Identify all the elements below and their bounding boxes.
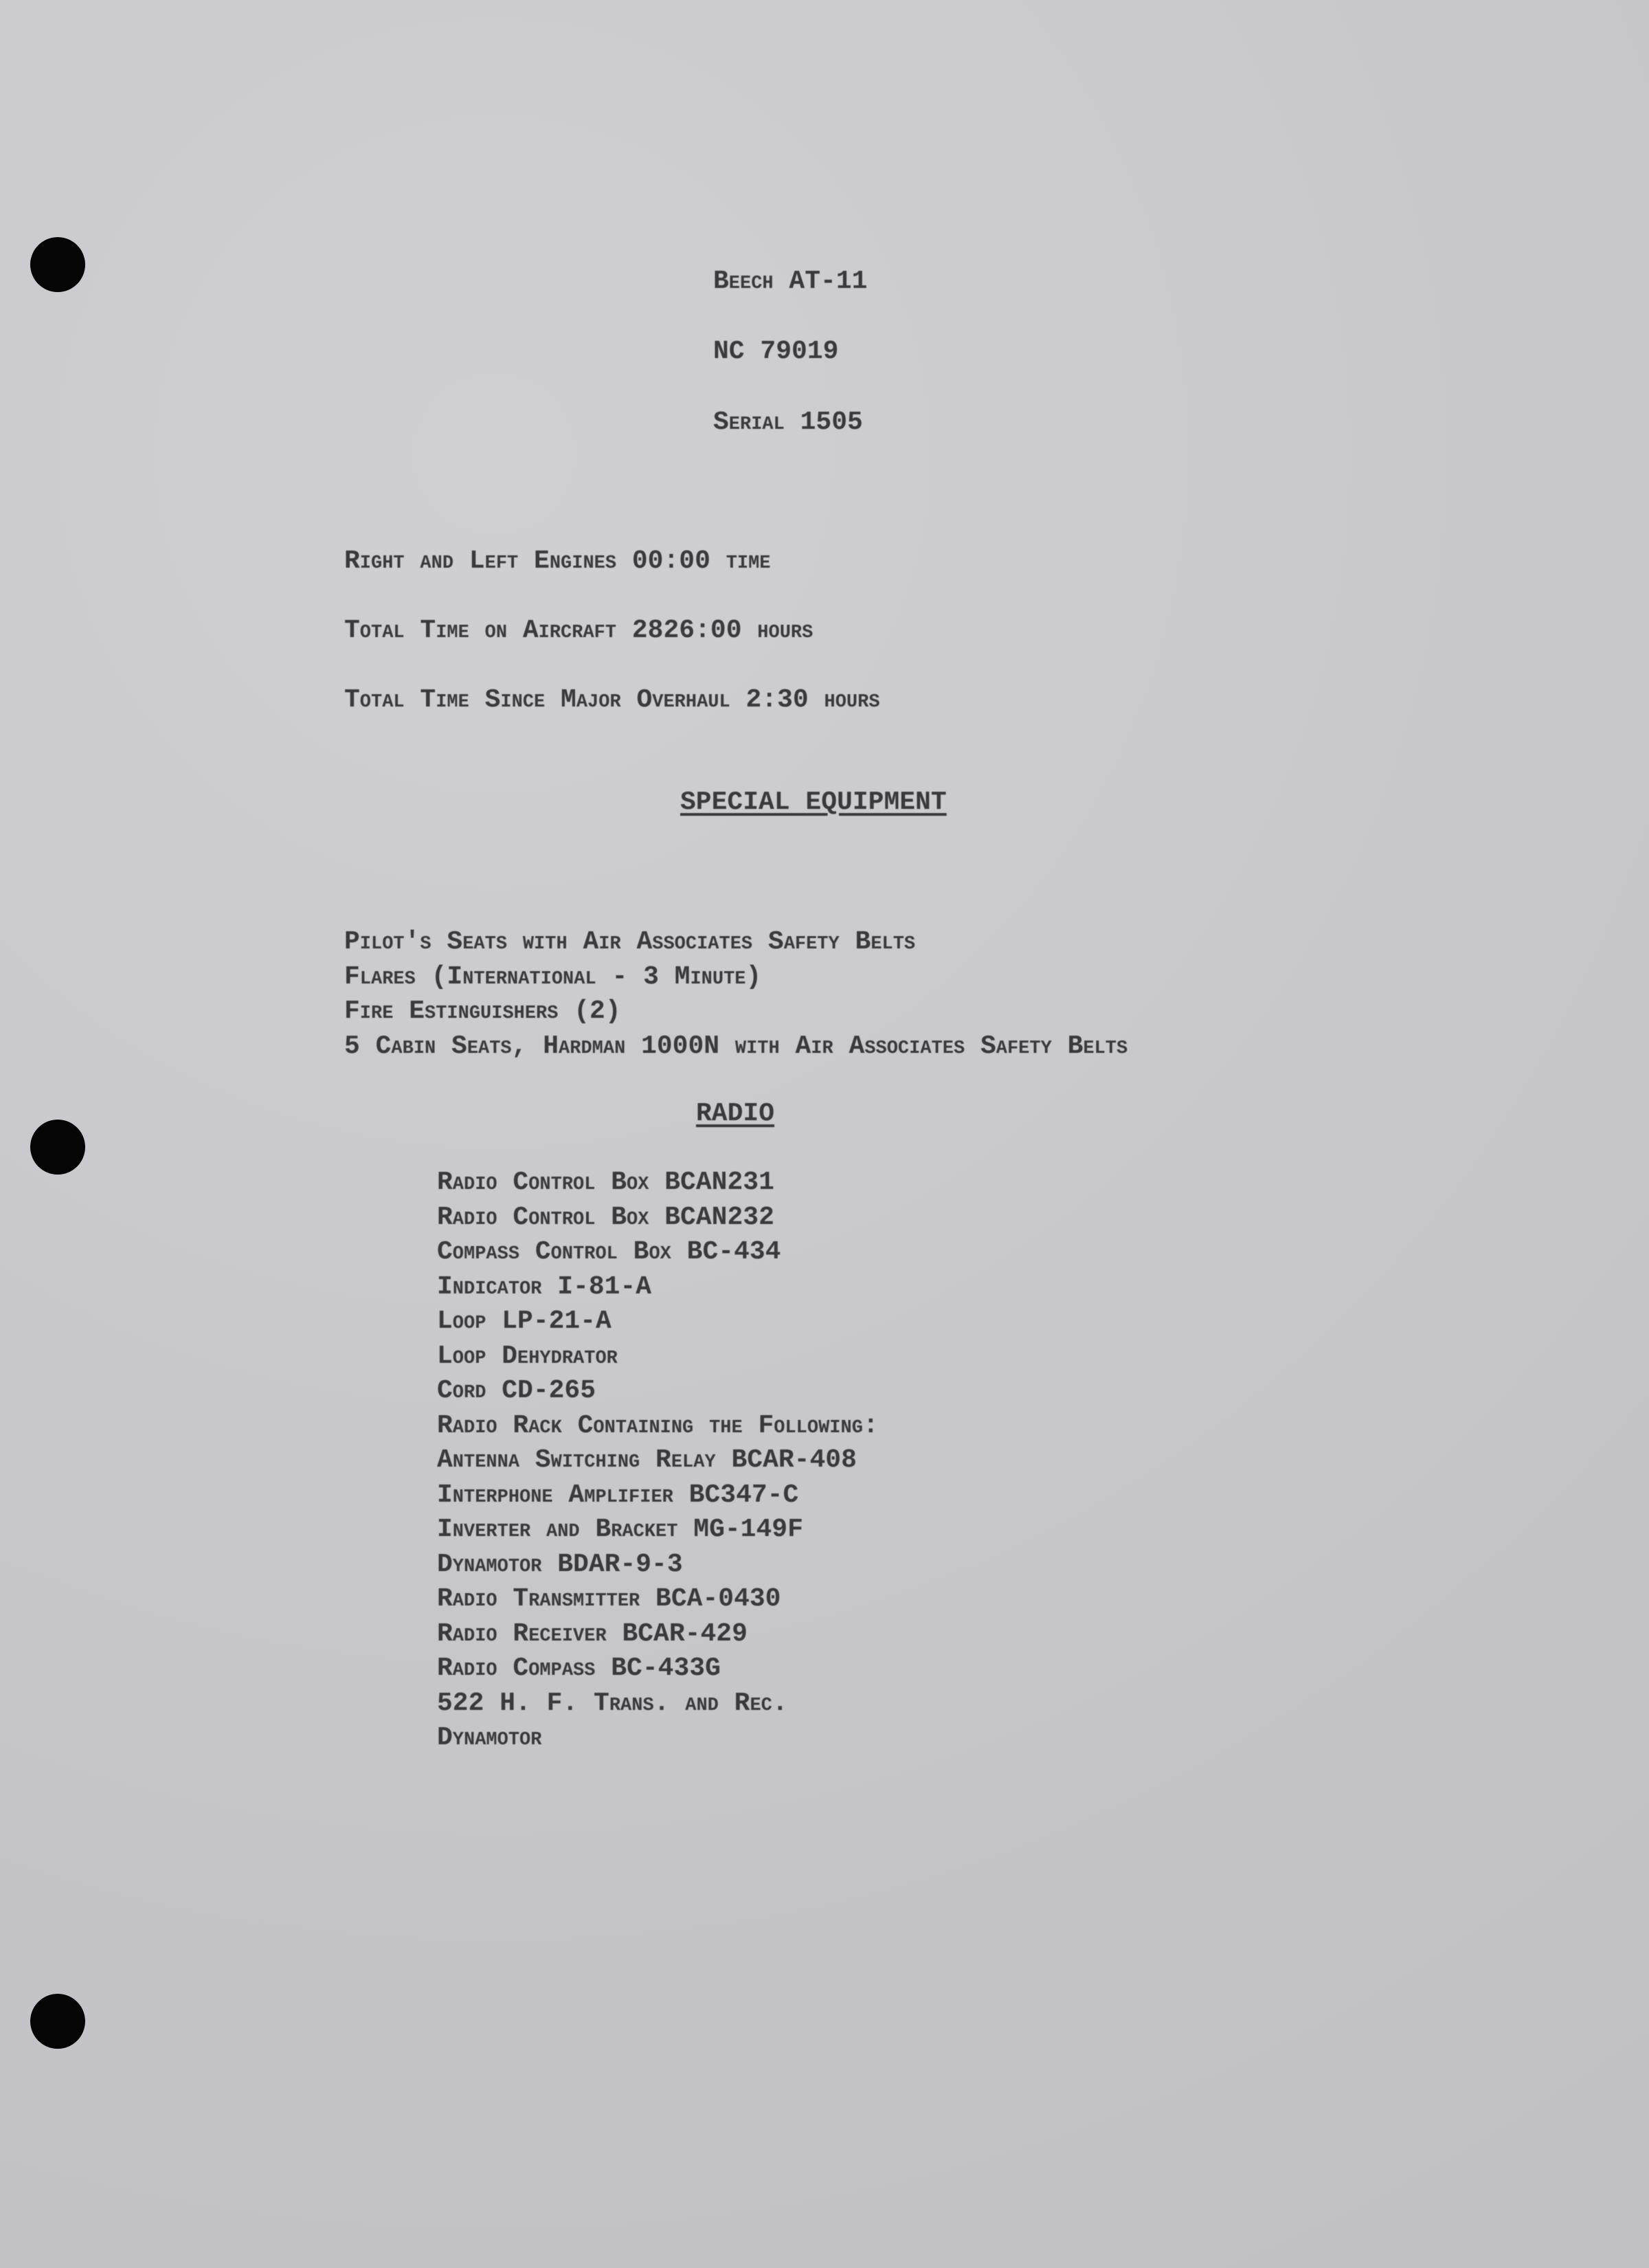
list-item: Interphone Amplifier BC347-C <box>437 1480 799 1510</box>
binder-hole <box>30 237 85 292</box>
radio-heading: RADIO <box>696 1099 775 1129</box>
list-item: Compass Control Box BC-434 <box>437 1237 781 1267</box>
list-item: Dynamotor BDAR-9-3 <box>437 1549 683 1579</box>
total-time: Total Time on Aircraft 2826:00 hours <box>344 616 814 645</box>
list-item: Pilot's Seats with Air Associates Safety Belts <box>344 927 916 957</box>
list-item: 5 Cabin Seats, Hardman 1000N with Air Associates Safety Belts <box>344 1031 1128 1061</box>
serial-number: Serial 1505 <box>713 408 863 437</box>
list-item: 522 H. F. Trans. and Rec. <box>437 1688 788 1718</box>
special-equipment-heading: SPECIAL EQUIPMENT <box>680 788 947 817</box>
list-item: Radio Compass BC-433G <box>437 1654 721 1683</box>
engine-time: Right and Left Engines 00:00 time <box>344 546 771 576</box>
list-item: Cord CD-265 <box>437 1376 596 1405</box>
list-item: Radio Control Box BCAN232 <box>437 1202 774 1232</box>
binder-hole <box>30 1120 85 1175</box>
list-item: Antenna Switching Relay BCAR-408 <box>437 1445 857 1475</box>
list-item: Radio Rack Containing the Following: <box>437 1410 879 1441</box>
list-item: Radio Receiver BCAR-429 <box>437 1619 748 1649</box>
list-item: Radio Control Box BCAN231 <box>437 1168 774 1197</box>
binder-hole <box>30 1994 85 2049</box>
list-item: Loop LP-21-A <box>437 1307 612 1336</box>
registration-number: NC 79019 <box>713 337 839 366</box>
list-item: Indicator I-81-A <box>437 1271 652 1302</box>
list-item: Fire Estinguishers (2) <box>344 997 621 1026</box>
aircraft-model: Beech AT-11 <box>713 267 868 296</box>
list-item: Loop Dehydrator <box>437 1341 618 1371</box>
special-equipment-list <box>344 925 1128 1064</box>
list-item: Flares (International - 3 Minute) <box>344 961 762 992</box>
list-item: Inverter and Bracket MG-149F <box>437 1515 803 1544</box>
overhaul-time: Total Time Since Major Overhaul 2:30 hours <box>344 685 880 715</box>
radio-list <box>437 1166 879 1756</box>
list-item: Dynamotor <box>437 1723 542 1753</box>
list-item: Radio Transmitter BCA-0430 <box>437 1584 781 1614</box>
